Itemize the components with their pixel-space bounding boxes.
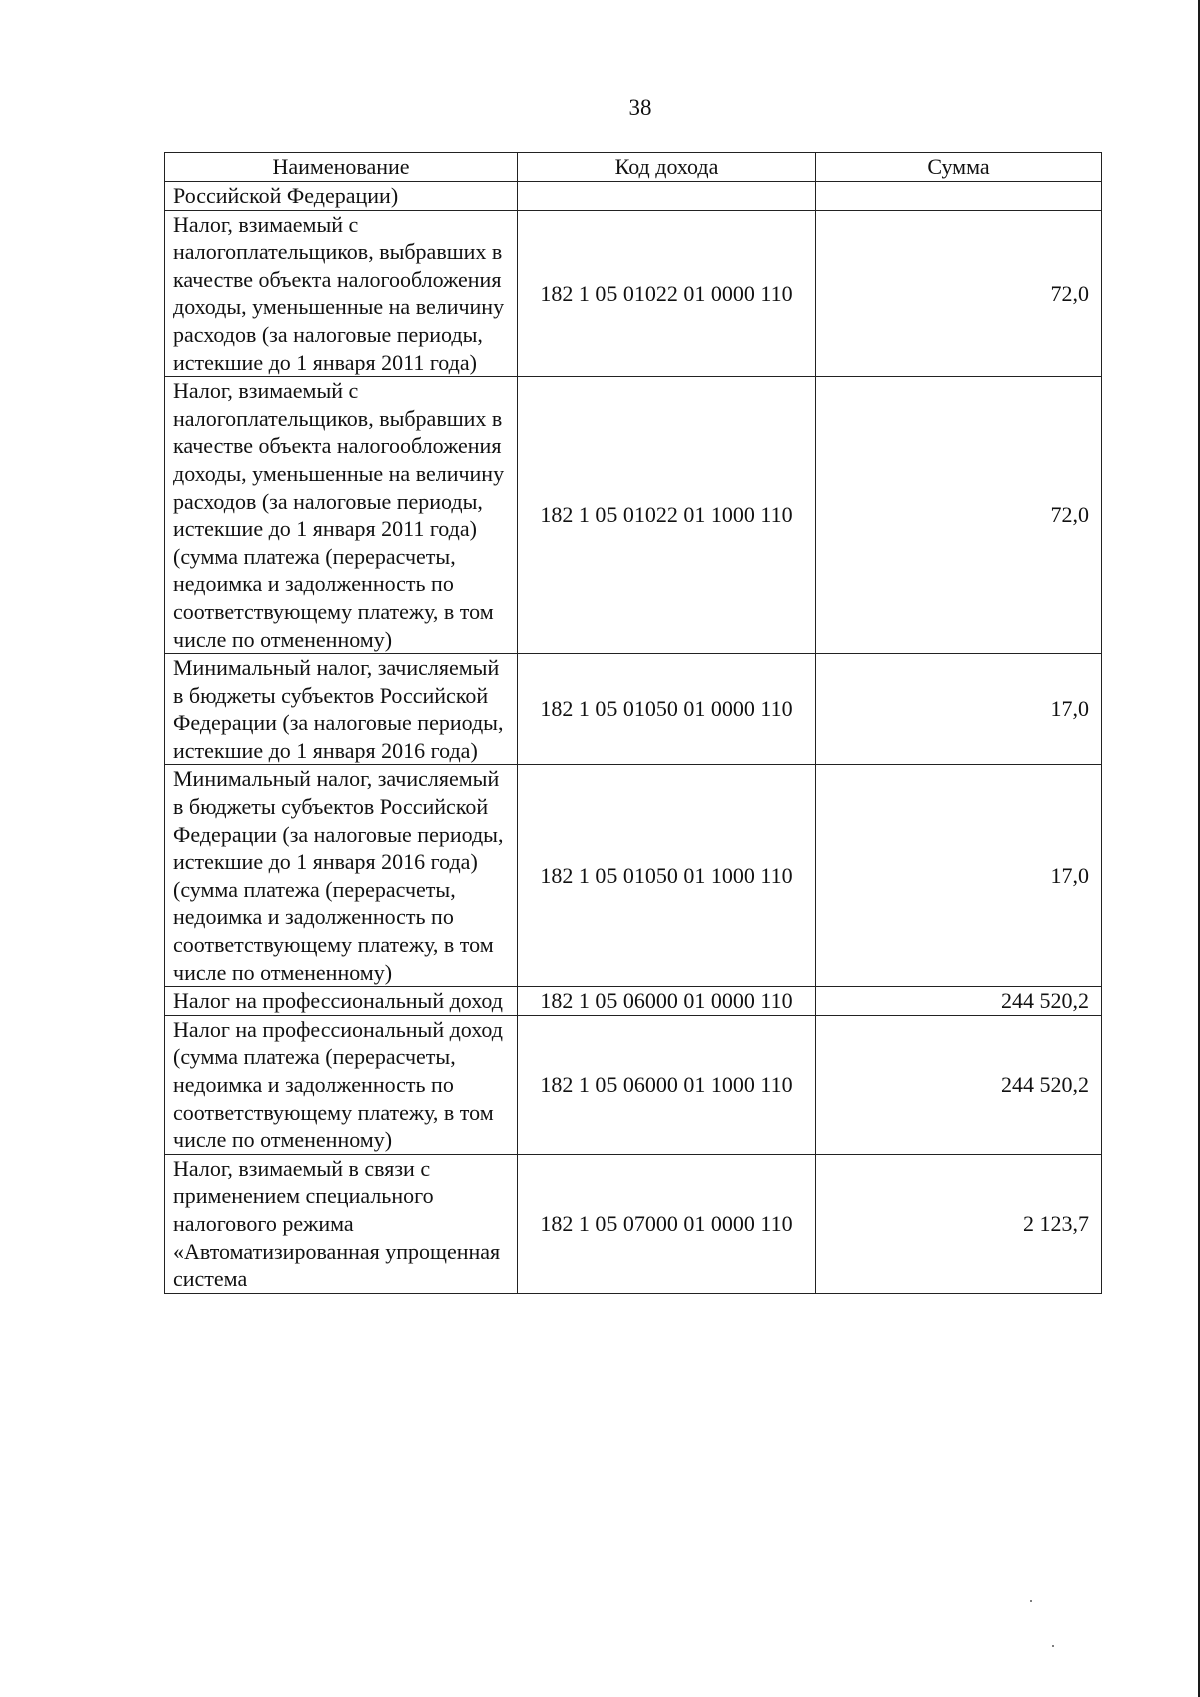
table-row: [165, 210, 1102, 377]
row-name: Налог, взимаемый с налогоплательщиков, выбравших в качестве объекта налогообложения доходы, уменьшенные на величину расходов (за налоговые периоды, истекшие до 1 января 2011 года) (сумма платежа (перерасчеты, недоимка и задолженность по соответствующему платежу, в том числе по отмененному): [165, 377, 518, 654]
row-amount: 244 520,2: [816, 987, 1102, 1016]
row-name: Налог, взимаемый с налогоплательщиков, выбравших в качестве объекта налогообложения доходы, уменьшенные на величину расходов (за налоговые периоды, истекшие до 1 января 2011 года): [165, 210, 518, 377]
row-code: [518, 182, 816, 211]
scan-speck: [1030, 1600, 1032, 1602]
row-name: Минимальный налог, зачисляемый в бюджеты субъектов Российской Федерации (за налоговые периоды, истекшие до 1 января 2016 года): [165, 654, 518, 765]
row-amount: 17,0: [816, 765, 1102, 987]
row-code: 182 1 05 01050 01 1000 110: [518, 765, 816, 987]
table-row: [165, 987, 1102, 1016]
row-amount: 72,0: [816, 210, 1102, 377]
row-name: Налог на профессиональный доход (сумма платежа (перерасчеты, недоимка и задолженность по соответствующему платежу, в том числе по отмененному): [165, 1015, 518, 1154]
scan-speck: [1052, 1645, 1054, 1647]
row-code: 182 1 05 06000 01 1000 110: [518, 1015, 816, 1154]
row-amount: 244 520,2: [816, 1015, 1102, 1154]
table-row: [165, 765, 1102, 987]
row-code: 182 1 05 07000 01 0000 110: [518, 1154, 816, 1293]
row-amount: [816, 182, 1102, 211]
table-row: [165, 182, 1102, 211]
row-code: 182 1 05 06000 01 0000 110: [518, 987, 816, 1016]
page-number: 38: [628, 95, 652, 120]
header-name: Наименование: [165, 153, 518, 182]
row-name: Минимальный налог, зачисляемый в бюджеты субъектов Российской Федерации (за налоговые периоды, истекшие до 1 января 2016 года) (сумма платежа (перерасчеты, недоимка и задолженность по соответствующему платежу, в том числе по отмененному): [165, 765, 518, 987]
table-row: [165, 1015, 1102, 1154]
row-code: 182 1 05 01050 01 0000 110: [518, 654, 816, 765]
row-name: Российской Федерации): [165, 182, 518, 211]
table-row: [165, 1154, 1102, 1293]
row-code: 182 1 05 01022 01 0000 110: [518, 210, 816, 377]
row-amount: 2 123,7: [816, 1154, 1102, 1293]
row-name: Налог на профессиональный доход: [165, 987, 518, 1016]
revenue-table: [164, 152, 1102, 1294]
header-code: Код дохода: [518, 153, 816, 182]
row-name: Налог, взимаемый в связи с применением специального налогового режима «Автоматизированная упрощенная система: [165, 1154, 518, 1293]
row-amount: 17,0: [816, 654, 1102, 765]
table-header-row: [165, 153, 1102, 182]
row-amount: 72,0: [816, 377, 1102, 654]
table-row: [165, 377, 1102, 654]
row-code: 182 1 05 01022 01 1000 110: [518, 377, 816, 654]
header-amount: Сумма: [816, 153, 1102, 182]
table-row: [165, 654, 1102, 765]
